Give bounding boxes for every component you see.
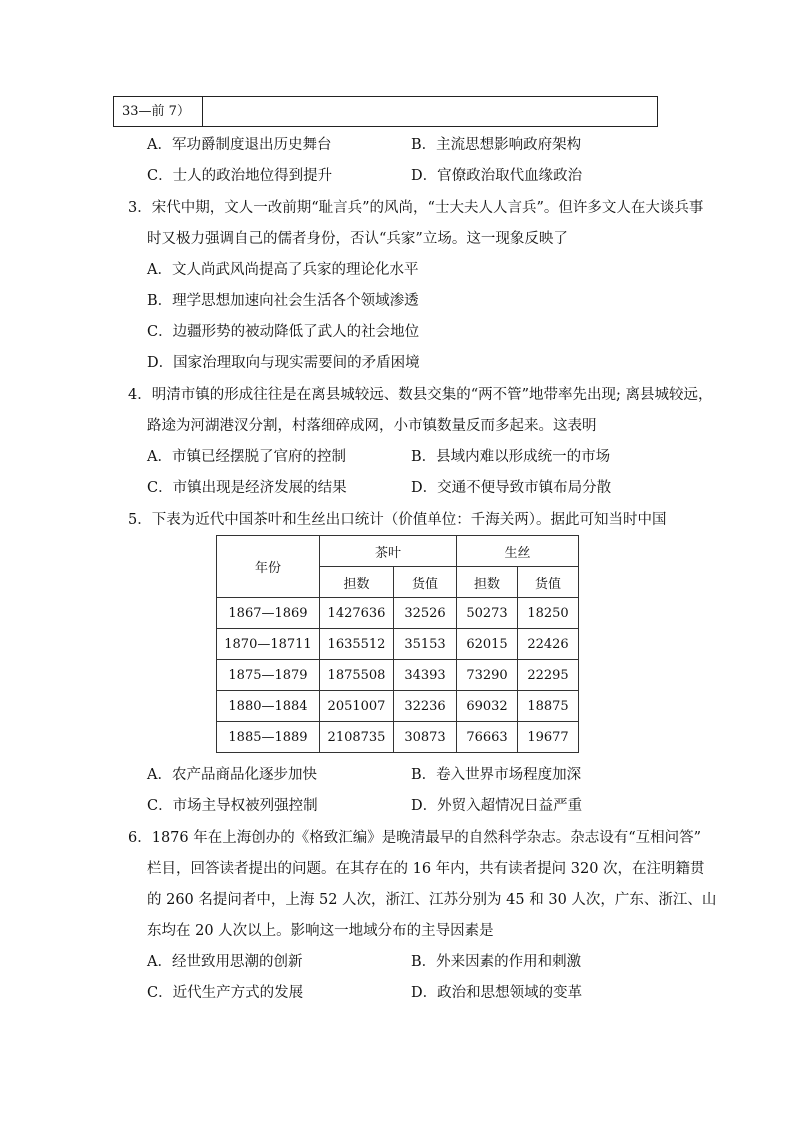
table-cell-tea-qty: 1427636 [320, 598, 394, 629]
table-header-year: 年份 [217, 536, 320, 598]
table-header-tea: 茶叶 [320, 536, 457, 567]
q4-option-c: C．市镇出现是经济发展的结果 [147, 480, 347, 496]
table-row [217, 691, 579, 722]
q6-option-a: A．经世致用思潮的创新 [147, 954, 303, 970]
q4-option-d: D．交通不便导致市镇布局分散 [411, 480, 612, 496]
table-cell-silk-qty: 73290 [457, 660, 518, 691]
header-box-label: 33—前 7） [114, 97, 203, 126]
table-header-silk-val: 货值 [518, 567, 579, 598]
q4-stem-line1: 4．明清市镇的形成往往是在离县城较远、数县交集的“两不管”地带率先出现; 离县城较远， [128, 387, 713, 403]
q2-option-c: C．士人的政治地位得到提升 [147, 168, 333, 184]
q3-stem-line1: 3．宋代中期，文人一改前期“耻言兵”的风尚，“士大夫人人言兵”。但许多文人在大谈兵事 [128, 200, 704, 216]
table-header-tea-qty: 担数 [320, 567, 394, 598]
table-cell-silk-qty: 76663 [457, 722, 518, 753]
table-cell-tea-qty: 2108735 [320, 722, 394, 753]
q5-option-a: A．农产品商品化逐步加快 [147, 767, 317, 783]
q6-option-d: D．政治和思想领域的变革 [411, 985, 583, 1001]
q3-option-c: C．边疆形势的被动降低了武人的社会地位 [147, 324, 420, 340]
q6-stem-line1: 6．1876 年在上海创办的《格致汇编》是晚清最早的自然科学杂志。杂志设有“互相问答” [128, 830, 702, 846]
q4-option-a: A．市镇已经摆脱了官府的控制 [147, 449, 346, 465]
table-cell-tea-val: 32236 [394, 691, 457, 722]
table-cell-year: 1867—1869 [217, 598, 320, 629]
table-cell-silk-val: 22426 [518, 629, 579, 660]
table-cell-tea-qty: 1635512 [320, 629, 394, 660]
table-header-silk-qty: 担数 [457, 567, 518, 598]
table-cell-year: 1870—18711 [217, 629, 320, 660]
table-cell-silk-qty: 50273 [457, 598, 518, 629]
table-row [217, 629, 579, 660]
q5-option-c: C．市场主导权被列强控制 [147, 798, 318, 814]
table-header-row [217, 536, 579, 567]
table-header-tea-val: 货值 [394, 567, 457, 598]
table-row [217, 660, 579, 691]
export-stats-table [216, 535, 579, 753]
table-cell-tea-qty: 2051007 [320, 691, 394, 722]
table-cell-year: 1880—1884 [217, 691, 320, 722]
table-cell-tea-val: 32526 [394, 598, 457, 629]
table-cell-year: 1875—1879 [217, 660, 320, 691]
table-cell-tea-val: 35153 [394, 629, 457, 660]
q2-option-b: B．主流思想影响政府架构 [411, 137, 582, 153]
table-cell-silk-val: 19677 [518, 722, 579, 753]
q5-option-b: B．卷入世界市场程度加深 [411, 767, 582, 783]
table-cell-year: 1885—1889 [217, 722, 320, 753]
q3-stem-line2: 时又极力强调自己的儒者身份，否认“兵家”立场。这一现象反映了 [147, 231, 568, 247]
q3-option-b: B．理学思想加速向社会生活各个领域渗透 [147, 293, 419, 309]
q5-stem-line1: 5．下表为近代中国茶叶和生丝出口统计（价值单位：千海关两）。据此可知当时中国 [128, 512, 667, 528]
q6-option-b: B．外来因素的作用和刺激 [411, 954, 582, 970]
q3-option-a: A．文人尚武风尚提高了兵家的理论化水平 [147, 262, 419, 278]
q6-stem-line2: 栏目，回答读者提出的问题。在其存在的 16 年内，共有读者提问 320 次，在注明籍贯 [147, 861, 705, 877]
header-answer-box [113, 96, 658, 127]
q2-option-d: D．官僚政治取代血缘政治 [411, 168, 583, 184]
table-cell-silk-val: 18250 [518, 598, 579, 629]
q6-stem-line3: 的 260 名提问者中，上海 52 人次，浙江、江苏分别为 45 和 30 人次，广东、浙江、山 [147, 892, 717, 908]
table-row [217, 598, 579, 629]
table-cell-silk-qty: 69032 [457, 691, 518, 722]
q4-option-b: B．县域内难以形成统一的市场 [411, 449, 611, 465]
q4-stem-line2: 路途为河湖港汊分割，村落细碎成网，小市镇数量反而多起来。这表明 [147, 418, 597, 434]
table-cell-tea-val: 34393 [394, 660, 457, 691]
table-cell-silk-qty: 62015 [457, 629, 518, 660]
table-cell-silk-val: 18875 [518, 691, 579, 722]
q6-option-c: C．近代生产方式的发展 [147, 985, 304, 1001]
q2-option-a: A．军功爵制度退出历史舞台 [147, 137, 332, 153]
q3-option-d: D．国家治理取向与现实需要间的矛盾困境 [147, 355, 420, 371]
q5-option-d: D．外贸入超情况日益严重 [411, 798, 583, 814]
q6-stem-line4: 东均在 20 人次以上。影响这一地域分布的主导因素是 [147, 923, 494, 939]
table-cell-tea-val: 30873 [394, 722, 457, 753]
table-header-silk: 生丝 [457, 536, 579, 567]
table-cell-silk-val: 22295 [518, 660, 579, 691]
table-cell-tea-qty: 1875508 [320, 660, 394, 691]
table-row [217, 722, 579, 753]
